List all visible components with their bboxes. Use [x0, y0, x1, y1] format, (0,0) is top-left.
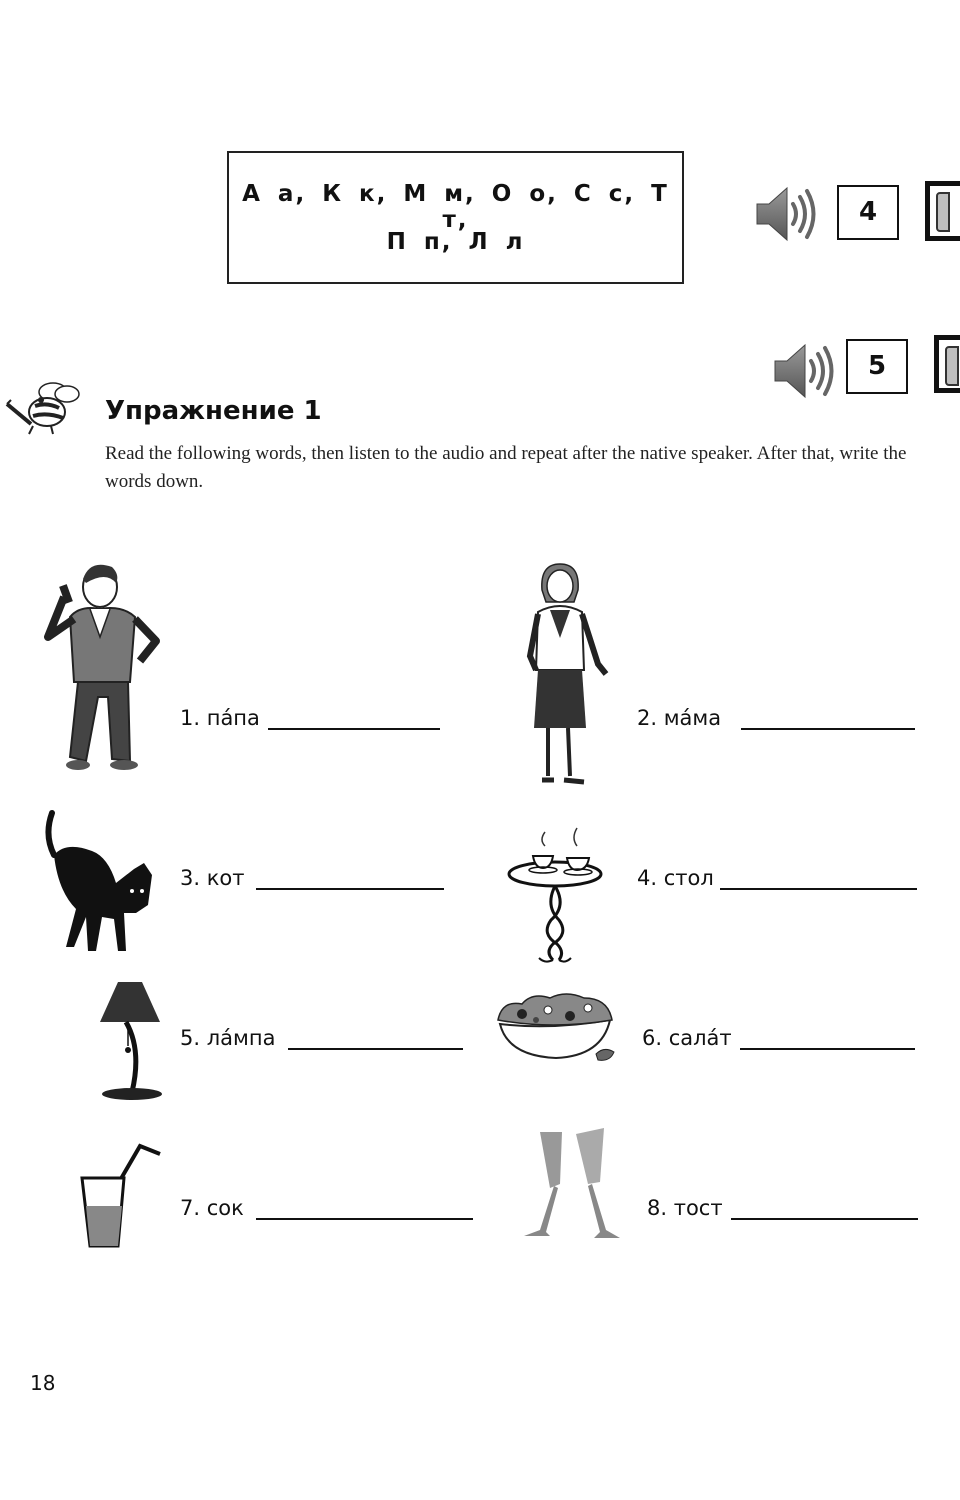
track-bracket-4 [925, 181, 960, 241]
word-label-5: 5. ла́мпа [180, 1026, 276, 1050]
lamp-icon [90, 980, 166, 1106]
track-number-5: 5 [846, 339, 908, 394]
answer-line-6[interactable] [740, 1048, 915, 1050]
exercise-instruction: Read the following words, then listen to the audio and repeat after the native speaker. After that, write the words down. [105, 443, 907, 492]
word-label-1: 1. па́па [180, 706, 260, 730]
juice-icon [76, 1142, 164, 1250]
alphabet-line-2: П п, Л л [386, 229, 525, 255]
word-label-3: 3. кот [180, 866, 245, 890]
word-label-7: 7. сок [180, 1196, 244, 1220]
answer-line-2[interactable] [741, 728, 915, 730]
exercise-title: Упражнение 1 [105, 396, 322, 426]
bee-icon [3, 380, 83, 436]
cat-icon [44, 805, 156, 957]
father-icon [40, 557, 165, 777]
answer-line-8[interactable] [731, 1218, 918, 1220]
alphabet-line-1: А а, К к, М м, О о, С с, Т т, [242, 181, 669, 233]
answer-line-4[interactable] [720, 888, 917, 890]
page-number: 18 [30, 1371, 56, 1395]
toast-glasses-icon [520, 1126, 636, 1244]
word-label-6: 6. сала́т [642, 1026, 732, 1050]
salad-icon [492, 990, 622, 1070]
word-label-2: 2. ма́ма [637, 706, 722, 730]
track-bracket-5 [934, 335, 960, 393]
speaker-icon[interactable] [773, 340, 835, 402]
answer-line-3[interactable] [256, 888, 444, 890]
answer-line-1[interactable] [268, 728, 440, 730]
answer-line-7[interactable] [256, 1218, 473, 1220]
answer-line-5[interactable] [288, 1048, 463, 1050]
speaker-icon[interactable] [755, 184, 817, 244]
word-label-4: 4. стол [637, 866, 714, 890]
word-label-8: 8. тост [647, 1196, 723, 1220]
track-number-4: 4 [837, 185, 899, 240]
table-icon [505, 826, 605, 968]
mother-icon [518, 560, 618, 788]
alphabet-box [227, 151, 684, 284]
